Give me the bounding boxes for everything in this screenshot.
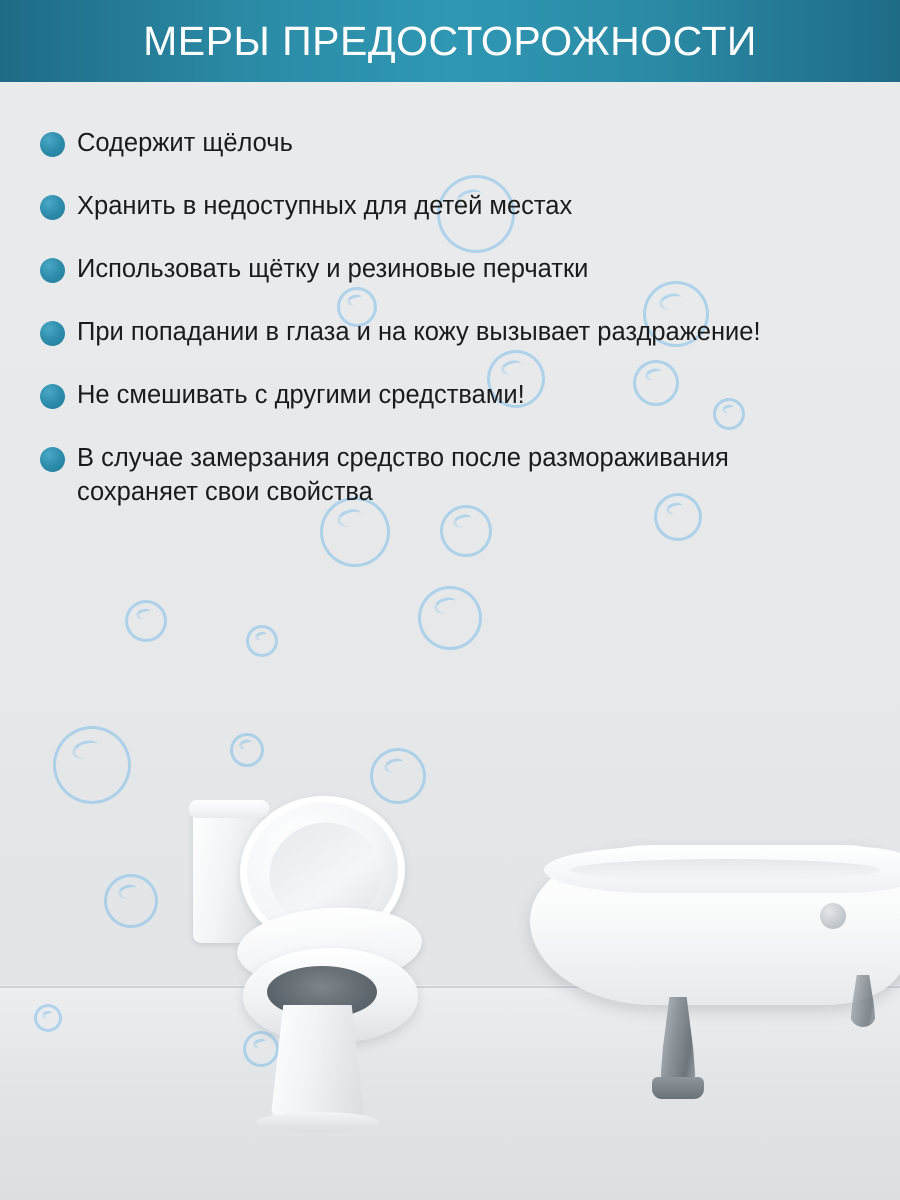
list-item — [40, 378, 860, 412]
bubble-icon — [418, 586, 482, 650]
bathtub-claw-foot — [652, 1077, 704, 1099]
list-item — [40, 126, 860, 160]
bubble-icon — [104, 874, 158, 928]
list-item — [40, 252, 860, 286]
bathtub-foot — [660, 997, 696, 1085]
bullet-dot-icon — [40, 258, 65, 283]
bubble-icon — [34, 1004, 62, 1032]
bullet-dot-icon — [40, 132, 65, 157]
toilet-base — [257, 1112, 379, 1132]
bullet-dot-icon — [40, 384, 65, 409]
toilet-pedestal — [270, 1005, 365, 1125]
toilet-illustration — [185, 790, 440, 1135]
precaution-text: Использовать щётку и резиновые перчатки — [77, 255, 589, 283]
list-item — [40, 189, 860, 223]
precaution-text: Не смешивать с другими средствами! — [77, 381, 525, 409]
bathtub-inner-shadow — [570, 859, 880, 881]
header-banner — [0, 0, 900, 82]
bullet-dot-icon — [40, 321, 65, 346]
toilet-tank-lid — [189, 800, 269, 818]
precaution-text: При попадании в глаза и на кожу вызывает раздражение! — [77, 318, 761, 346]
precaution-text: Хранить в недоступных для детей местах — [77, 192, 573, 220]
bathtub-body — [530, 845, 900, 1005]
bathtub-illustration — [520, 845, 900, 1155]
precaution-text: В случае замерзания средство после размораживания сохраняет свои свойства — [77, 444, 729, 506]
bullet-dot-icon — [40, 447, 65, 472]
bubble-icon — [246, 625, 278, 657]
bubble-icon — [53, 726, 131, 804]
precaution-text: Содержит щёлочь — [77, 129, 293, 157]
bubble-icon — [125, 600, 167, 642]
bullet-dot-icon — [40, 195, 65, 220]
bubble-icon — [230, 733, 264, 767]
bathtub-drain-knob — [820, 903, 846, 929]
list-item — [40, 315, 860, 349]
precautions-list — [40, 126, 860, 538]
page-title: МЕРЫ ПРЕДОСТОРОЖНОСТИ — [143, 17, 757, 64]
list-item — [40, 441, 860, 509]
